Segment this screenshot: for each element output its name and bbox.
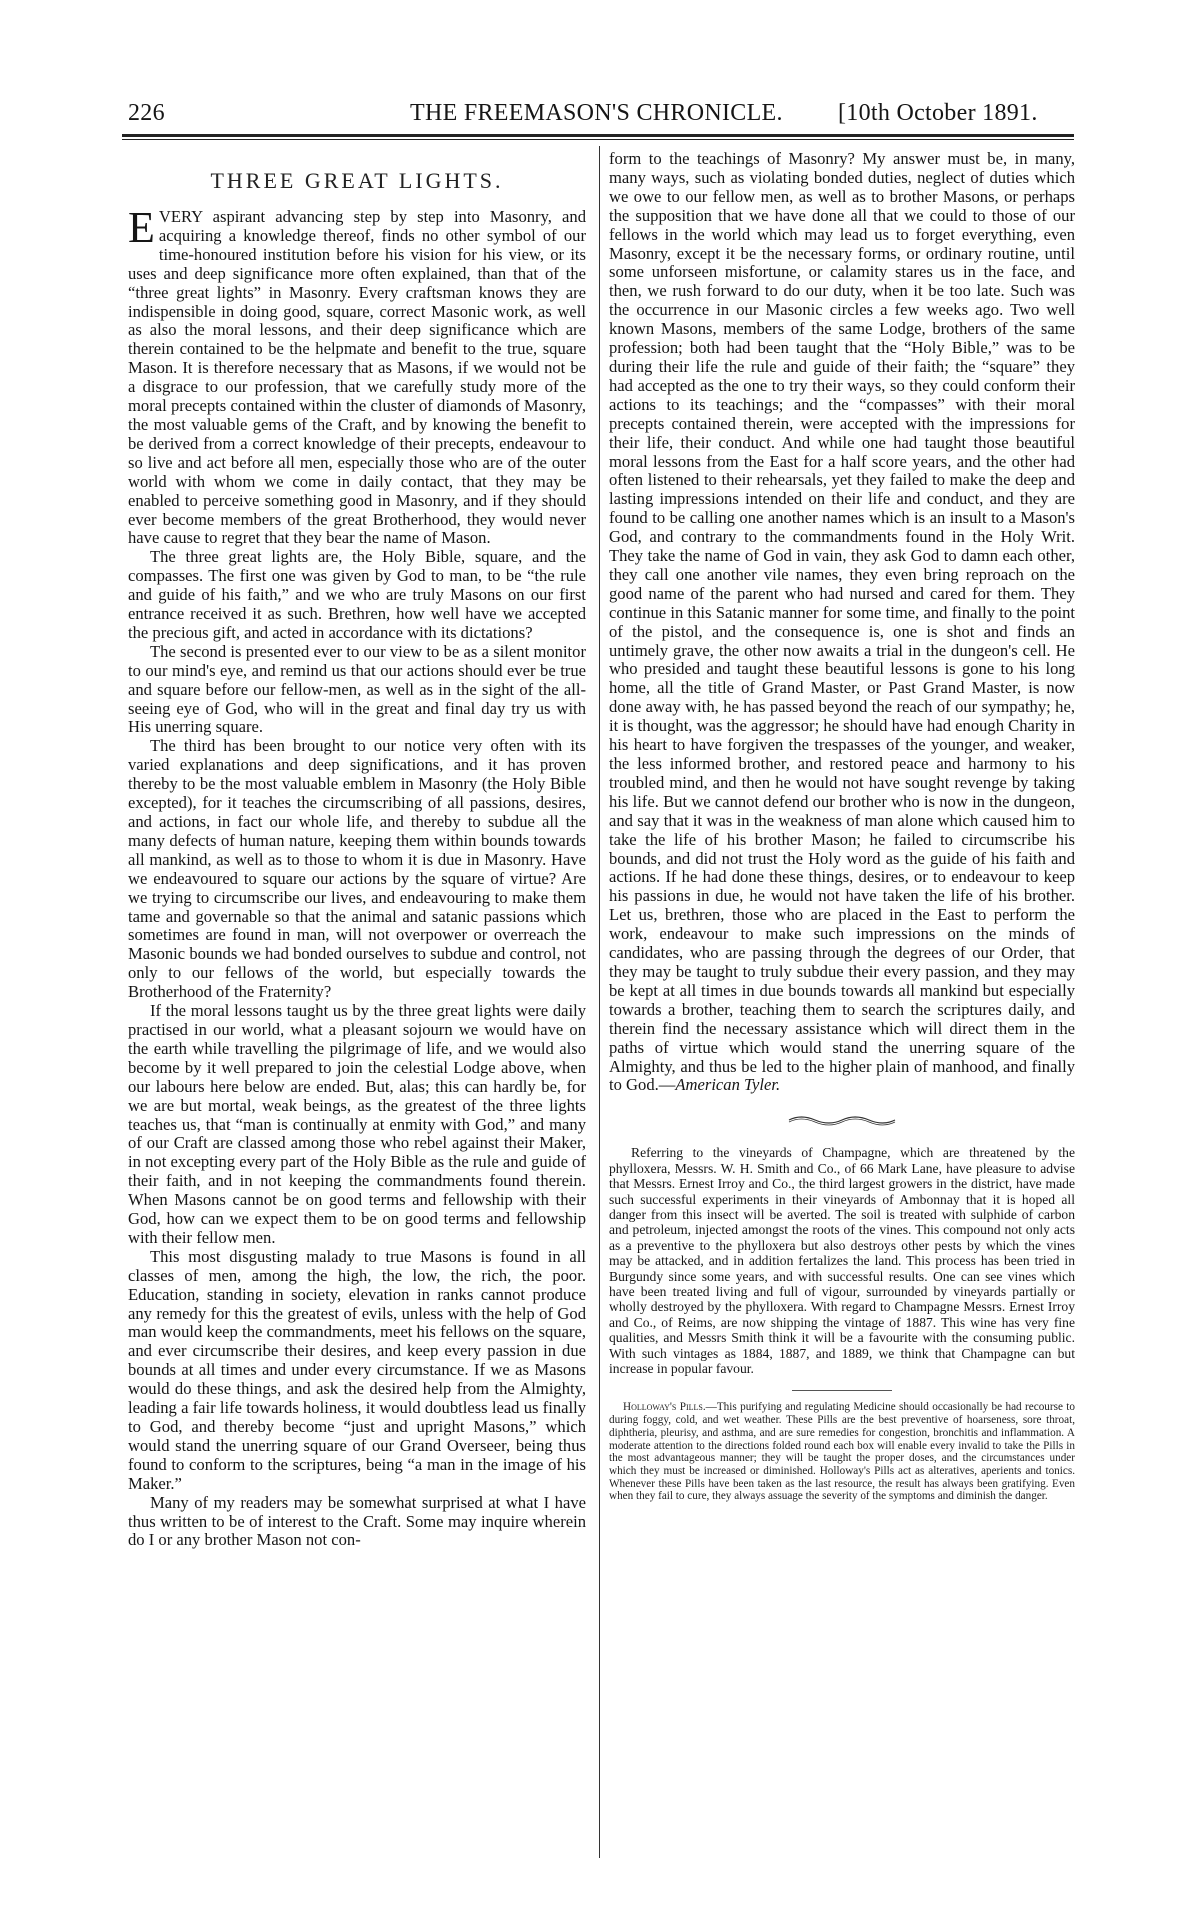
paragraph-text: form to the teachings of Masonry? My answer must be, in many, many ways, such as violating bonded duties, neglect of duties which we owe to our fellow men, as well as to brother Masons, or perhaps the supposition that we have done all that we could to those of our fellows in the world which may lead us to forget everything, even Masonry, except it be the necessary forms, or ordinary routine, until some unforseen misfortune, or calamity stares us in the face, and then, we rush forward to do our duty, when it be too late. Such was the occurrence in our Masonic circles a few weeks ago. Two well known Masons, members of the same Lodge, brothers of the same profession; both had been taught that the “Holy Bible,” was to be during their life the rule and guide of their faith; the “square” they had accepted as the one to try their ways, so they could conform their actions to its teachings; and the “compasses” with their moral precepts contained therein, were accepted with the impressions for their life, their conduct. And while one had taught those beautiful moral lessons from the East for a half score years, and the other had often listened to their rehearsals, yet they failed to make the deep and lasting impressions intended on their life and conduct, and they are found to be calling one another names which is an insult to a Mason's God, and contrary to the commandments found in the Holy Writ. They take the name of God in vain, they ask God to damn each other, they call one another vile names, they even bring reproach on the good name of the parent who had nursed and cared for them. They continue in this Satanic manner for some time, and finally to the point of the pistol, and the consequence is, one is shot and finds an untimely grave, the other now awaits a trial in the dungeon's cell. He who presided and taught these beautiful lessons is gone to his long home, all the title of Grand Master, or Past Grand Master, is now done away with, he has passed beyond the reach of our sympathy; he, it is thought, was the aggressor; he should have had enough Charity in his heart to have forgiven the trespasses of the younger, and weaker, the less informed brother, and restored peace and harmony to his troubled mind, and then he would not have sought revenge by taking his life. But we cannot defend our brother who is now in the dungeon, and say that it was in the weakness of man alone which caused him to take the life of his brother Mason; he failed to circumscribe his bounds, and did not trust the Holy word as the guide of his faith and actions. If he had done these things, desires, or to endeavour to keep his passions in due, he would not have taken the life of his brother. Let us, brethren, those who are placed in the East to perform the work, endeavour to make such impressions on the minds of candidates, who are passing through the degrees of our Order, that they may be taught to truly subdue their every passion, and they may be kept at all times in due bounds towards all mankind but especially towards a brother, teaching them to search the scriptures daily, and therein find the necessary assistance which will direct them in the paths of virtue which would stand the unerring square of the Almighty, and thus be led to the higher plain of manhood, and finally to God.— bbox=[609, 149, 1075, 1095]
article-paragraph-1 bbox=[128, 203, 586, 548]
advert-divider bbox=[792, 1390, 892, 1391]
article-paragraph-7: Many of my readers may be somewhat surprised at what I have thus written to be of interest to the Craft. Some may inquire wherein do I or any brother Mason not con- bbox=[128, 1492, 586, 1550]
section-ornament bbox=[609, 1113, 1075, 1127]
holloway-advert bbox=[609, 1401, 1075, 1503]
article-paragraph-5: If the moral lessons taught us by the three great lights were daily practised in our world, what a pleasant sojourn we would have on the earth while travelling the pilgrimage of life, and we would also become by it well prepared to join the celestial Lodge above, when our labours here below are ended. But, alas; this can hardly be, for we are but mortal, weak beings, as the greatest of the three lights teaches us, that “man is continually at enmity with God,” and many of our Craft are classed among those who rebel against their Maker, in not excepting every part of the Holy Bible as the rule and guide of their faith, and in not keeping the commandments found therein. When Masons cannot be on good terms and fellowship with their God, how can we expect them to be on good terms and fellowship with their fellow men. bbox=[128, 1001, 586, 1247]
ornament-rule-icon bbox=[787, 1113, 897, 1127]
page-number: 226 bbox=[128, 100, 165, 126]
issue-date: [10th October 1891. bbox=[838, 100, 1038, 126]
article-paragraph-4: The third has been brought to our notice very often with its varied explanations and deep significations, and it has proven thereby to be the most valuable emblem in Masonry (the Holy Bible excepted), for it teaches the circumscribing of all passions, desires, and actions, in fact our whole life, and thereby to subdue all the many defects of human nature, keeping them within bounds towards all mankind, as well as to those to whom it is due in Masonry. Have we endeavoured to square our actions by the square of virtue? Are we trying to circumscribe our lives, and endeavouring to make them tame and governable so that the animal and satanic passions which sometimes are found in man, will not overpower or overreach the Masonic bounds we had bonded ourselves to subdue and control, not only to our fellows of the world, but especially towards the Brotherhood of the Fraternity? bbox=[128, 736, 586, 1002]
paragraph-text: VERY aspirant advancing step by step into Masonry, and acquiring a knowledge thereof, finds no other symbol of our time-honoured institution before his vision for his view, or its uses and deep significance more often explained, than that of the “three great lights” in Masonry. Every craftsman knows they are indispensible in doing good, square, correct Masonic work, as well as also the moral lessons, and their deep significance which are therein contained to be the helpmate and benefit to the true, square Mason. It is therefore necessary that as Masons, if we would not be a disgrace to our profession, that we carefully study more of the moral precepts contained within the cluster of diamonds of Masonry, the most valuable gems of the Craft, and by knowing the benefit to be derived from a correct knowledge of their precepts, endeavour to so live and act before all men, especially those who are of the outer world with whom we come in daily contact, that they may be enabled to perceive something good in Masonry, and if they should ever become members of the great Brotherhood, they would never have cause to regret that they bear the name of Mason. bbox=[128, 207, 586, 548]
article-title: THREE GREAT LIGHTS. bbox=[210, 168, 504, 193]
article-paragraph-3: The second is presented ever to our view to be as a silent monitor to our mind's eye, and remind us that our actions should ever be true and square before our fellow-men, as well as in the sight of the all-seeing eye of God, who will in the great and final day try us with His unerring square. bbox=[128, 641, 586, 737]
article-paragraph-8 bbox=[609, 150, 1075, 1095]
column-divider bbox=[599, 146, 600, 1858]
right-column bbox=[609, 150, 1075, 1503]
publication-title: THE FREEMASON'S CHRONICLE. bbox=[410, 100, 783, 126]
page-header bbox=[128, 100, 1076, 130]
article-paragraph-6: This most disgusting malady to true Masons is found in all classes of men, among the high, the low, the rich, the poor. Education, standing in society, elevation in ranks cannot produce any remedy for this the greatest of evils, unless with the help of God man would keep the commandments, meet his fellows on the square, and ever circumscribe their desires, and keep every passion in due bounds at all times and under every circumstance. If we as Masons would do these things, and ask the desired help from the Almighty, leading a fair life towards holiness, it would doubtless lead us finally to God, and thereby become “just and upright Masons,” which would stand the unerring square of our Grand Overseer, being thus found to conform to the scriptures, being “a man in the image of his Maker.” bbox=[128, 1246, 586, 1493]
header-rule-thin bbox=[122, 139, 1074, 140]
advert-lead: Holloway's Pills. bbox=[623, 1401, 706, 1414]
header-rule bbox=[122, 134, 1074, 137]
advert-text: —This purifying and regulating Medicine should occasionally be had recourse to during foggy, cold, and wet weather. These Pills are the best preventive of hoarseness, sore throat, diphtheria, pleurisy, and asthma, and are sure remedies for congestion, bronchitis and inflammation. A moderate attention to the directions folded round each box will enable every invalid to take the Pills in the most advantageous manner; they will be taught the proper doses, and the circumstances under which they must be increased or diminished. Holloway's Pills act as alteratives, aperients and tonics. Whenever these Pills have been taken as the last resource, the result has always been gratifying. Even when they fail to cure, they always assuage the severity of the symptoms and diminish the danger. bbox=[609, 1401, 1076, 1503]
champagne-notice: Referring to the vineyards of Champagne, which are threatened by the phylloxera, Messrs. W. H. Smith and Co., of 66 Mark Lane, have pleasure to advise that Messrs. Ernest Irroy and Co., the third largest growers in the district, have made such successful experiments in their vineyards of Ambonnay that it is hoped all danger from this insect will be averted. The soil is treated with sulphide of carbon and petroleum, injected amongst the roots of the vines. This compound not only acts as a preventive to the phylloxera but also destroys other pests by which the vines may be attacked, and in addition fertalizes the land. This process has been tried in Burgundy since some years, and with successful results. One can see vines which have been treated living and full of vigour, surrounded by vineyards partially or wholly destroyed by the phylloxera. With regard to Champagne Messrs. Ernest Irroy and Co., of Reims, are now shipping the vintage of 1887. This wine has very fine qualities, and Messrs Smith think it will be a favourite with the consuming public. With such vintages as 1884, 1887, and 1889, we think that Champagne can but increase in popular favour. bbox=[609, 1145, 1075, 1376]
drop-cap: E bbox=[128, 203, 155, 252]
article-paragraph-2: The three great lights are, the Holy Bible, square, and the compasses. The first one was given by God to man, to be “the rule and guide of his faith,” and we who are truly Masons on our first entrance received it as such. Brethren, how well have we accepted the precious gift, and acted in accordance with its dictations? bbox=[128, 547, 586, 642]
article-signature: American Tyler. bbox=[675, 1075, 781, 1095]
left-column bbox=[128, 150, 586, 1550]
